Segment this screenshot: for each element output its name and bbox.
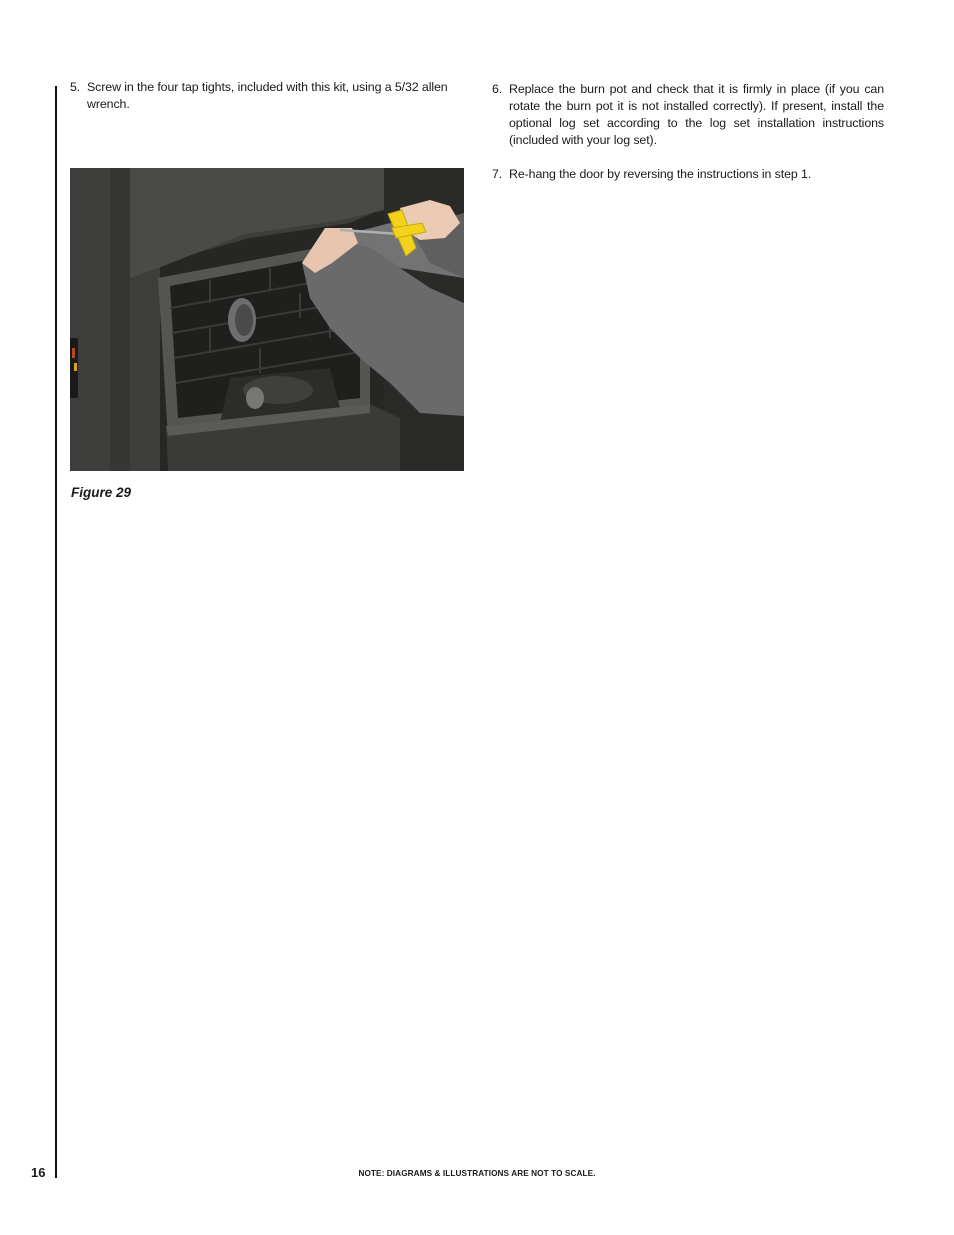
step-number: 6. [492, 82, 503, 96]
figure-caption: Figure 29 [71, 485, 132, 500]
margin-rule [55, 86, 57, 1178]
left-column [70, 79, 464, 113]
page-number: 16 [31, 1165, 46, 1180]
instruction-step-7 [492, 166, 884, 183]
step-text: Re-hang the door by reversing the instructions in step 1. [509, 167, 812, 181]
step-text: Screw in the four tap tights, included with this kit, using a 5/32 allen wrench. [87, 80, 448, 111]
right-column [492, 81, 884, 183]
instruction-step-6 [492, 81, 884, 149]
stove-photo-illustration [70, 168, 464, 471]
figure-29-photo [70, 168, 464, 471]
step-number: 7. [492, 167, 503, 181]
step-number: 5. [70, 80, 81, 94]
step-text: Replace the burn pot and check that it is firmly in place (if you can rotate the burn pot it is not installed correctly). If present, install the optional log set according to the log set installation instructions (included with your log set). [509, 82, 884, 147]
scale-note: NOTE: DIAGRAMS & ILLUSTRATIONS ARE NOT TO SCALE. [358, 1169, 596, 1178]
instruction-step-5 [70, 79, 464, 113]
